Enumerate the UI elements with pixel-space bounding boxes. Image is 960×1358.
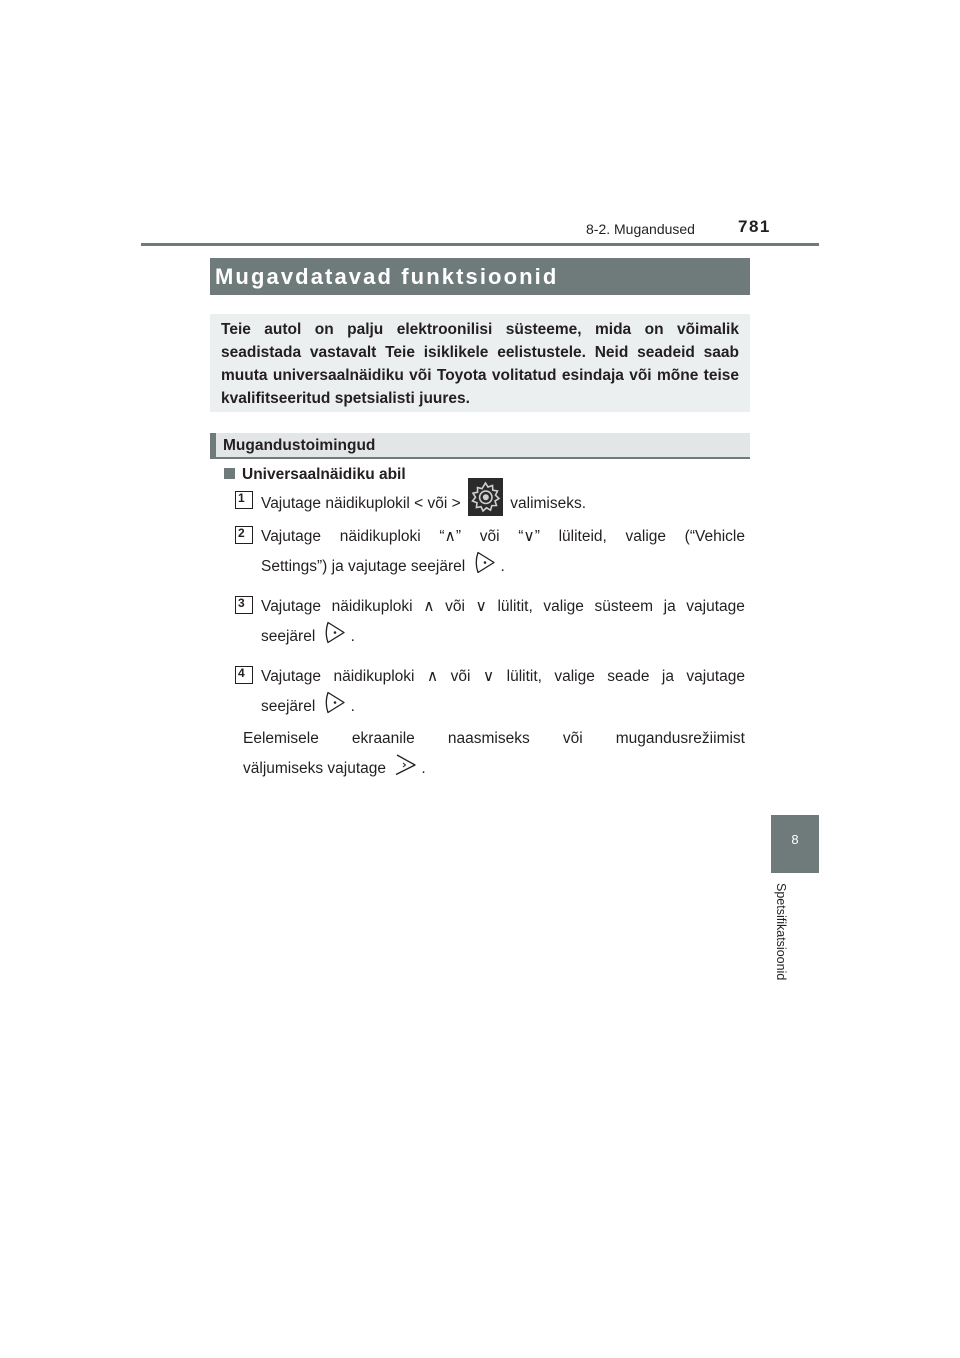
step-4-word: ∨ (482, 668, 495, 685)
section-title: Mugavdatavad funktsioonid (215, 264, 559, 289)
method-title: Universaalnäidiku abil (242, 466, 406, 483)
enter-button-icon (472, 549, 499, 576)
step-2-word: “∨” (518, 528, 540, 545)
section-title-bar (210, 258, 750, 295)
page-number: 781 (738, 217, 771, 236)
closing-period: . (421, 760, 426, 777)
subheading: Mugandustoimingud (223, 437, 376, 454)
chapter-tab-label-wrap (774, 883, 806, 995)
step-3-word: ∧ (423, 598, 435, 615)
step-2-line-1 (261, 527, 745, 547)
step-3-period: . (350, 628, 355, 645)
step-3-word: vajutage (686, 598, 745, 615)
closing-word: Eelemisele (243, 730, 319, 747)
step-2-word: või (479, 528, 500, 545)
step-4-word: ja (661, 668, 674, 685)
step-3-line-1 (261, 597, 745, 617)
closing-line-1 (243, 729, 745, 749)
step-3-word: valige (543, 598, 584, 615)
step-4-word: seade (607, 668, 650, 685)
step-3-word: ∨ (475, 598, 487, 615)
step-number-4: 4 (235, 666, 253, 684)
gear-icon (468, 478, 503, 516)
step-4-period: . (350, 698, 355, 715)
step-4-line-2 (261, 697, 355, 717)
running-header-section: 8-2. Mugandused (586, 221, 695, 237)
step-2-word: lüliteid, (558, 528, 607, 545)
closing-line-2-text: väljumiseks vajutage (243, 760, 387, 777)
step-2-line-2-text: Settings”) ja vajutage seejärel (261, 558, 466, 575)
step-1-text (261, 492, 586, 516)
step-4-line-2-text: seejärel (261, 698, 316, 715)
step-4-word: lülitit, (506, 668, 542, 685)
closing-word: naasmiseks (447, 730, 530, 747)
square-bullet-icon (224, 468, 235, 479)
step-4-word: näidikuploki (333, 668, 415, 685)
header-rule (141, 243, 819, 246)
step-3-line-2-text: seejärel (261, 628, 316, 645)
enter-button-icon (322, 689, 349, 716)
step-1-text-after: valimiseks. (510, 495, 587, 513)
step-2-word: näidikuploki (339, 528, 421, 545)
step-3-word: süsteem (594, 598, 654, 615)
step-2-line-2 (261, 557, 505, 577)
chapter-tab (771, 815, 819, 873)
step-4-word: Vajutage (261, 668, 322, 685)
intro-box (210, 314, 750, 412)
subheading-bar (210, 433, 750, 459)
closing-word: või (562, 730, 583, 747)
step-2-word: “∧” (439, 528, 462, 545)
step-number-3: 3 (235, 596, 253, 614)
step-4-word: ∧ (426, 668, 439, 685)
step-3-word: näidikuploki (331, 598, 413, 615)
step-3-line-2 (261, 627, 355, 647)
step-2-word: Vajutage (261, 528, 322, 545)
step-2-period: . (500, 558, 505, 575)
method-heading (224, 466, 406, 484)
chapter-tab-number: 8 (791, 832, 799, 847)
step-4-line-1 (261, 667, 745, 687)
enter-button-icon (322, 619, 349, 646)
step-1-text-before: Vajutage näidikuplokil < või > (261, 495, 461, 513)
step-2-word: (“Vehicle (684, 528, 745, 545)
closing-word: mugandusrežiimist (615, 730, 745, 747)
intro-text: Teie autol on palju elektroonilisi süsteeme, mida on võimalik seadistada vastavalt Teie isiklikele eelistustele. Neid seadeid saab muuta universaalnäidiku või Toyota volitatud esindaja või mõne teise kvalifitseeritud spetsialisti juures. (221, 321, 739, 407)
step-3-word: lülitit, (497, 598, 533, 615)
closing-word: ekraanile (351, 730, 415, 747)
step-2-word: valige (625, 528, 666, 545)
step-3-word: Vajutage (261, 598, 322, 615)
back-button-icon (392, 751, 419, 778)
step-number-1: 1 (235, 491, 253, 509)
step-number-2: 2 (235, 526, 253, 544)
chapter-tab-label: Spetsifikatsioonid (774, 883, 788, 981)
closing-line-2 (243, 759, 426, 779)
step-3-word: või (445, 598, 465, 615)
step-4-word: vajutage (686, 668, 745, 685)
step-4-word: valige (554, 668, 595, 685)
step-3-word: ja (663, 598, 676, 615)
step-4-word: või (450, 668, 471, 685)
